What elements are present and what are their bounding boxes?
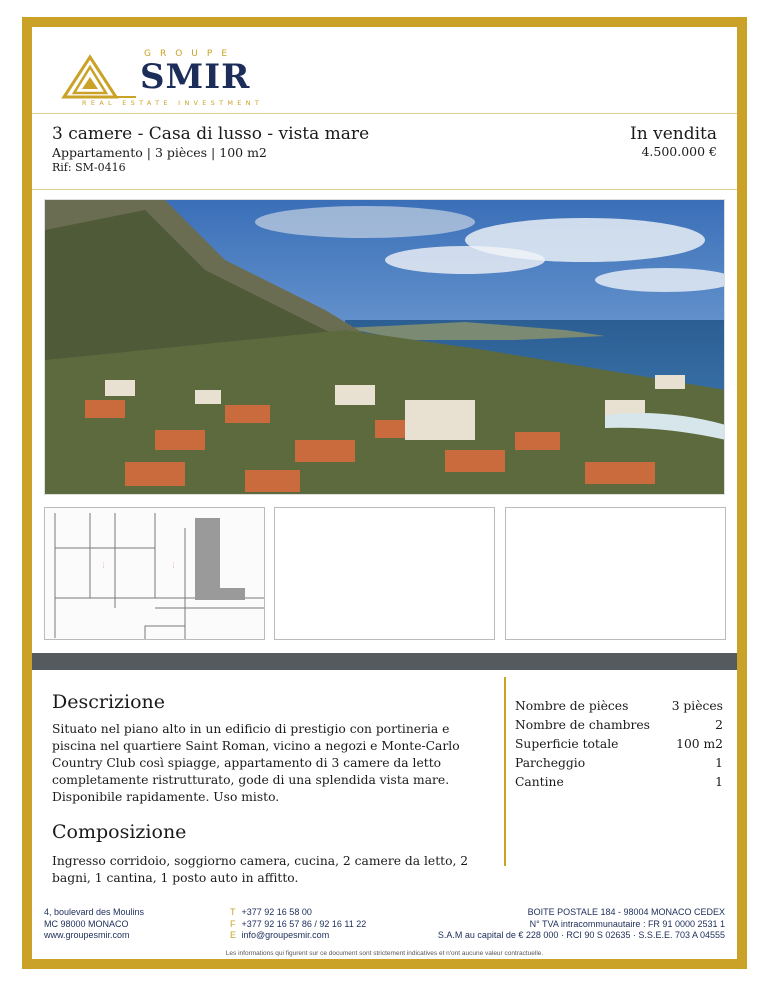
spec-row (515, 773, 723, 792)
spec-row (515, 716, 723, 735)
spec-label: Parcheggio (515, 756, 586, 770)
address-line-2: MC 98000 MONACO (44, 918, 129, 929)
listing-title: 3 camere - Casa di lusso - vista mare (52, 124, 370, 144)
description-text: Situato nel piano alto in un edificio di prestigio con portineria e piscina nel quartiere Saint Roman, vicino a negozi e Monte-Carlo Country Club così spiagge, appartamento di 3 camere da letto completamente ristrutturato, gode di una splendida vista mare. Disponibile rapidamente. Uso misto. (52, 722, 460, 804)
spec-label: Nombre de chambres (515, 718, 650, 732)
composition-text: Ingresso corridoio, soggiorno camera, cucina, 2 camere da letto, 2 bagni, 1 cantina, 1 posto auto in affitto. (52, 854, 469, 885)
address-line-1: 4, boulevard des Moulins (44, 907, 145, 917)
fax: +377 92 16 57 86 / 92 16 11 22 (241, 918, 367, 929)
listing-price: 4.500.000 € (641, 144, 717, 159)
logo-smir-text: SMIR (140, 57, 251, 97)
section-band (32, 653, 737, 670)
vat-number: N° TVA intracommunautaire : FR 91 0000 2531 1 (529, 918, 725, 929)
disclaimer: Les informations qui figurent sur ce document sont strictement indicatives et n'ont aucune valeur contractuelle. (225, 950, 544, 957)
spec-value: 3 pièces (671, 699, 723, 713)
telephone[interactable]: +377 92 16 58 00 (241, 907, 312, 917)
spec-label: Nombre de pièces (515, 699, 629, 713)
listing-reference: Rif: SM-0416 (52, 161, 126, 174)
spec-label: Superficie totale (515, 737, 619, 751)
footer-legal (438, 907, 725, 942)
photo-thumbnail-empty-1 (274, 507, 495, 640)
footer-contact (230, 907, 366, 942)
website-link[interactable]: www.groupesmir.com (44, 930, 130, 940)
svg-text:··· ·: ··· · (101, 561, 106, 568)
spec-value: 1 (715, 775, 723, 789)
fax-key: F (230, 918, 236, 929)
floor-plan-thumbnail (44, 507, 265, 640)
specs-table (515, 697, 723, 792)
spec-value: 2 (715, 718, 723, 732)
po-box: BOITE POSTALE 184 - 98004 MONACO CEDEX (527, 907, 725, 917)
spec-label: Cantine (515, 775, 564, 789)
spec-row (515, 735, 723, 754)
composition-heading: Composizione (52, 821, 187, 843)
main-property-photo (44, 199, 725, 495)
spec-value: 100 m2 (676, 737, 723, 751)
description-heading: Descrizione (52, 691, 166, 713)
spec-row (515, 754, 723, 773)
spec-row (515, 697, 723, 716)
company-capital: S.A.M au capital de € 228 000 · RCI 90 S 02635 · S.S.E.E. 703 A 04555 (437, 930, 725, 940)
spec-value: 1 (715, 756, 723, 770)
svg-text:··· ·: ··· · (171, 561, 176, 568)
smir-logo (60, 43, 264, 107)
logo-groupe-text: GROUPE (144, 49, 237, 59)
email-key: E (230, 930, 237, 940)
footer-address (44, 907, 144, 942)
listing-subtitle: Appartamento | 3 pièces | 100 m2 (52, 145, 267, 160)
triangle-logo-icon (60, 53, 138, 99)
brochure-page (22, 17, 747, 969)
column-divider (504, 677, 506, 866)
tel-key: T (230, 907, 236, 917)
email-link[interactable]: info@groupesmir.com (241, 930, 330, 940)
title-divider (32, 189, 737, 190)
logo-tagline: REAL ESTATE INVESTMENT (82, 99, 264, 107)
photo-thumbnail-empty-2 (505, 507, 726, 640)
header-divider (32, 113, 737, 114)
listing-status: In vendita (630, 124, 717, 144)
